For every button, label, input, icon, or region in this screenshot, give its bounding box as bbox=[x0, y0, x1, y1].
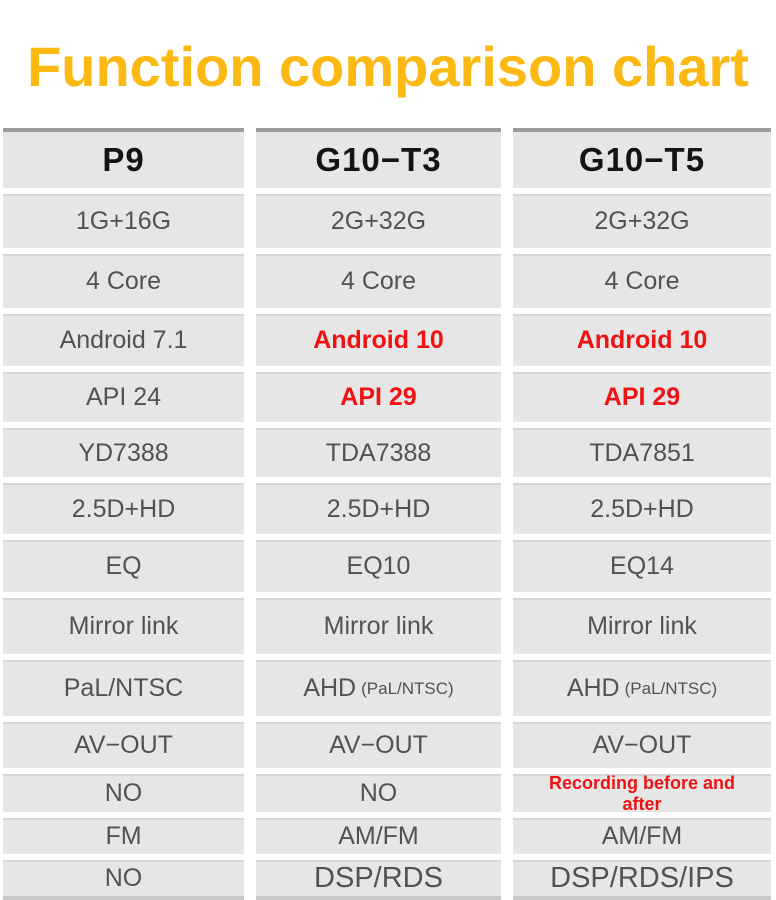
cell-video-main: AHD bbox=[566, 674, 620, 703]
column-header-g10-t5: G10−T5 bbox=[513, 128, 771, 188]
cell-mirrorlink-g10-t5: Mirror link bbox=[513, 598, 771, 654]
cell-radio-g10-t3: AM/FM bbox=[256, 818, 501, 854]
cell-storage-g10-t3: 2G+32G bbox=[256, 194, 501, 248]
cell-recording-g10-t5: Recording before and after bbox=[513, 774, 771, 812]
cell-video-p9: PaL/NTSC bbox=[3, 660, 244, 716]
cell-cores-g10-t3: 4 Core bbox=[256, 254, 501, 308]
cell-storage-p9: 1G+16G bbox=[3, 194, 244, 248]
column-header-p9: P9 bbox=[3, 128, 244, 188]
cell-android-g10-t5: Android 10 bbox=[513, 314, 771, 366]
cell-cores-p9: 4 Core bbox=[3, 254, 244, 308]
cell-eq-g10-t3: EQ10 bbox=[256, 540, 501, 592]
cell-recording-p9: NO bbox=[3, 774, 244, 812]
cell-dsp-g10-t5: DSP/RDS/IPS bbox=[513, 860, 771, 900]
cell-chip-p9: YD7388 bbox=[3, 428, 244, 477]
cell-api-g10-t3: API 29 bbox=[256, 372, 501, 422]
page-header bbox=[0, 0, 776, 128]
comparison-table bbox=[3, 128, 776, 900]
cell-cores-g10-t5: 4 Core bbox=[513, 254, 771, 308]
cell-video-g10-t5 bbox=[513, 660, 771, 716]
cell-screen-p9: 2.5D+HD bbox=[3, 483, 244, 534]
cell-dsp-g10-t3: DSP/RDS bbox=[256, 860, 501, 900]
column-header-g10-t3: G10−T3 bbox=[256, 128, 501, 188]
cell-api-g10-t5: API 29 bbox=[513, 372, 771, 422]
cell-screen-g10-t5: 2.5D+HD bbox=[513, 483, 771, 534]
cell-eq-p9: EQ bbox=[3, 540, 244, 592]
cell-video-main: AHD bbox=[303, 674, 357, 703]
cell-video-suffix: (PaL/NTSC) bbox=[624, 678, 718, 698]
cell-mirrorlink-g10-t3: Mirror link bbox=[256, 598, 501, 654]
cell-storage-g10-t5: 2G+32G bbox=[513, 194, 771, 248]
cell-mirrorlink-p9: Mirror link bbox=[3, 598, 244, 654]
cell-avout-p9: AV−OUT bbox=[3, 722, 244, 768]
cell-dsp-p9: NO bbox=[3, 860, 244, 900]
cell-radio-g10-t5: AM/FM bbox=[513, 818, 771, 854]
cell-avout-g10-t5: AV−OUT bbox=[513, 722, 771, 768]
cell-video-g10-t3 bbox=[256, 660, 501, 716]
cell-video-suffix: (PaL/NTSC) bbox=[361, 678, 454, 698]
cell-screen-g10-t3: 2.5D+HD bbox=[256, 483, 501, 534]
cell-radio-p9: FM bbox=[3, 818, 244, 854]
cell-eq-g10-t5: EQ14 bbox=[513, 540, 771, 592]
cell-avout-g10-t3: AV−OUT bbox=[256, 722, 501, 768]
cell-chip-g10-t3: TDA7388 bbox=[256, 428, 501, 477]
cell-android-p9: Android 7.1 bbox=[3, 314, 244, 366]
cell-chip-g10-t5: TDA7851 bbox=[513, 428, 771, 477]
page-title: Function comparison chart bbox=[27, 34, 749, 98]
cell-android-g10-t3: Android 10 bbox=[256, 314, 501, 366]
cell-recording-g10-t3: NO bbox=[256, 774, 501, 812]
cell-api-p9: API 24 bbox=[3, 372, 244, 422]
